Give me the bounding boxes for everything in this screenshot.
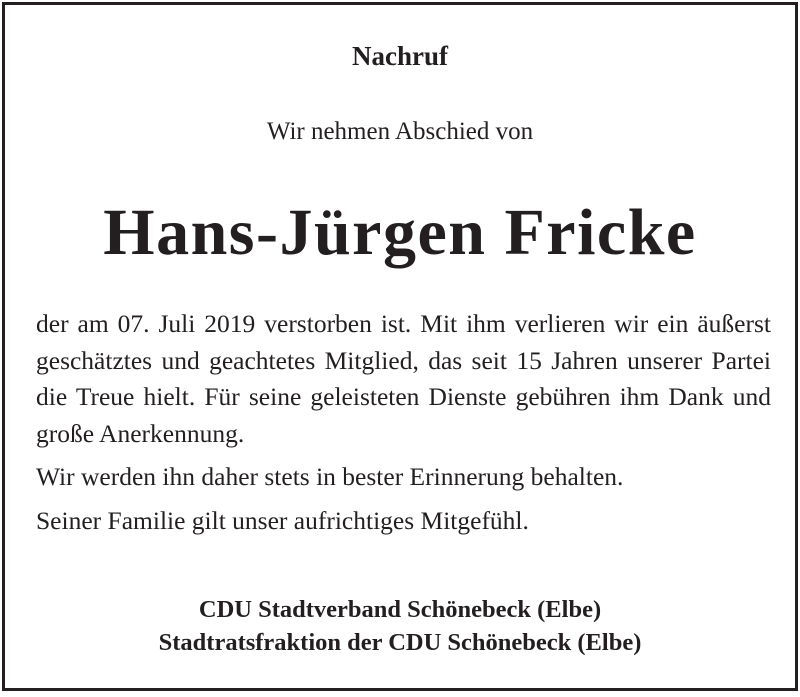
signature-line: Stadtratsfraktion der CDU Schönebeck (Elbe) — [158, 629, 642, 656]
body-paragraph: Seiner Familie gilt unser aufrichtiges Mitgefühl. — [36, 505, 529, 535]
obituary-body — [36, 306, 771, 546]
signature-block — [5, 593, 795, 659]
deceased-name: Hans-Jürgen Fricke — [103, 196, 697, 269]
body-paragraph: der am 07. Juli 2019 verstorben ist. Mit ihm verlieren wir ein äußerst geschätztes und geachtetes Mitglied, das seit 15 Jahren unserer Partei die Treue hielt. Für seine geleisteten Dienste gebühren ihm Dank und große Anerkennung. — [36, 309, 771, 448]
obituary-notice — [2, 2, 798, 691]
signature-line: CDU Stadtverband Schönebeck (Elbe) — [198, 596, 602, 623]
body-paragraph: Wir werden ihn daher stets in bester Erinnerung behalten. — [36, 462, 624, 491]
notice-heading: Nachruf — [352, 41, 448, 71]
intro-line: Wir nehmen Abschied von — [266, 118, 534, 145]
